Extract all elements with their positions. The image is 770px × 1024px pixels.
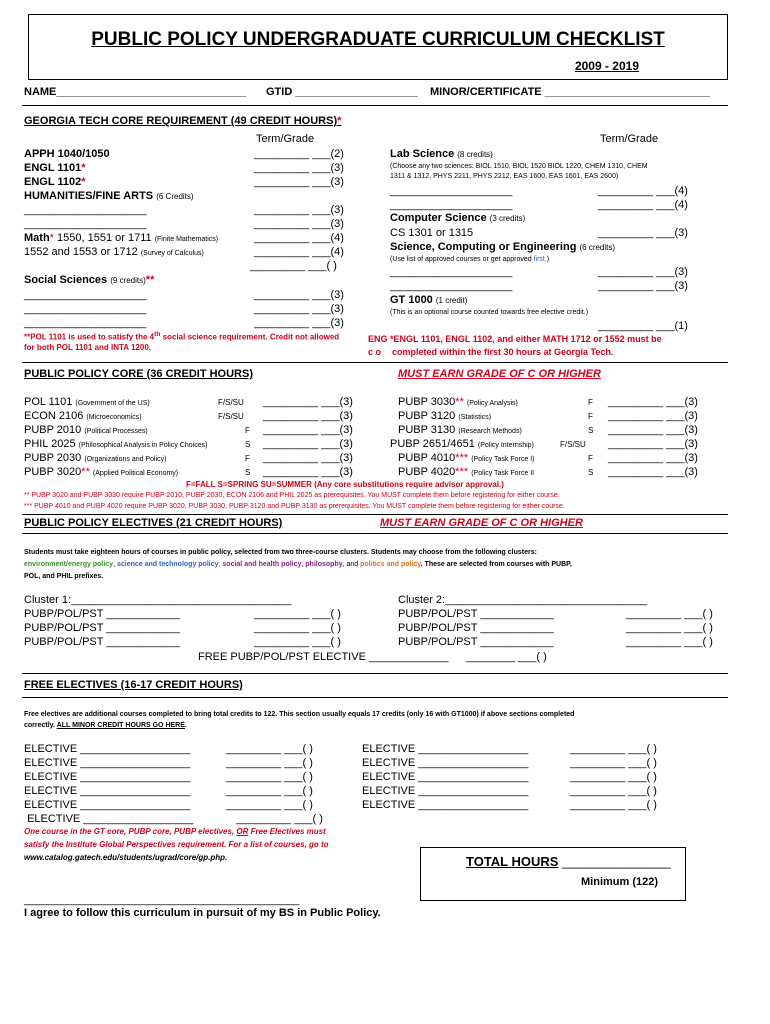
elective-left[interactable]: ELECTIVE __________________ <box>24 757 191 769</box>
soc-grade-1[interactable]: _________ ___(3) <box>254 289 344 301</box>
cluster-2-course[interactable]: PUBP/POL/PST ____________ <box>398 622 554 634</box>
divider <box>22 105 728 106</box>
elective-grade-right[interactable]: _________ ___( ) <box>570 743 657 755</box>
electives-desc-2: environment/energy policy, science and technology policy, social and health policy, philosophy, and politics and policy. These are selected from courses with PUBP, <box>24 561 572 568</box>
core-grade-right[interactable]: _________ ___(3) <box>608 410 698 422</box>
core-offered-right: F <box>588 412 593 421</box>
social-label: Social Sciences (9 credits)** <box>24 274 155 286</box>
elective-right[interactable]: ELECTIVE __________________ <box>362 743 529 755</box>
signature-text: I agree to follow this curriculum in pursuit of my BS in Public Policy. <box>24 907 381 919</box>
core-course-right: PUBP 2651/4651 (Policy Internship) <box>390 438 534 450</box>
core-grade-left[interactable]: _________ ___(3) <box>263 410 353 422</box>
core-offered-right: F <box>588 398 593 407</box>
free-pubp-grade[interactable]: ________ ___( ) <box>466 651 547 663</box>
engl1101-grade[interactable]: _________ ___(3) <box>254 162 344 174</box>
core-course-right: PUBP 3130 (Research Methods) <box>398 424 522 436</box>
elective-grade-left[interactable]: _________ ___( ) <box>226 799 313 811</box>
elective-left-6[interactable]: ELECTIVE __________________ <box>27 813 194 825</box>
hum-grade-2[interactable]: _________ ___(3) <box>254 218 344 230</box>
engl-overlap-2: c o <box>368 347 382 357</box>
first-link[interactable]: first <box>533 256 545 263</box>
pol-note: **POL 1101 is used to satisfy the 4th social science requirement. Credit not allowed <box>24 331 340 342</box>
divider <box>22 697 728 698</box>
core-grade-right[interactable]: _________ ___(3) <box>608 396 698 408</box>
core-grade-left[interactable]: _________ ___(3) <box>263 396 353 408</box>
cluster-2-field[interactable]: Cluster 2:_________________________________ <box>398 594 647 606</box>
cs-courses: CS 1301 or 1315 <box>390 227 474 239</box>
elective-grade-left[interactable]: _________ ___( ) <box>226 757 313 769</box>
cluster-1-course[interactable]: PUBP/POL/PST ____________ <box>24 608 180 620</box>
cs-label: Computer Science (3 credits) <box>390 212 526 224</box>
math-grade[interactable]: _________ ___(4) <box>254 232 344 244</box>
cluster-2-grade[interactable]: _________ ___( ) <box>626 622 713 634</box>
elective-grade-right[interactable]: _________ ___( ) <box>570 799 657 811</box>
soc-blank-3[interactable]: ____________________ <box>24 317 147 329</box>
elective-left[interactable]: ELECTIVE __________________ <box>24 799 191 811</box>
engl-overlap: ENG <box>368 334 388 344</box>
elective-grade-right[interactable]: _________ ___( ) <box>570 771 657 783</box>
minimum-hours: Minimum (122) <box>581 876 659 888</box>
core-course-left: PUBP 2010 (Political Processes) <box>24 424 148 436</box>
elective-left[interactable]: ELECTIVE __________________ <box>24 771 191 783</box>
lab-grade-2[interactable]: _________ ___(4) <box>598 199 688 211</box>
cluster-2-course[interactable]: PUBP/POL/PST ____________ <box>398 608 554 620</box>
sce-label: Science, Computing or Engineering (6 credits) <box>390 241 616 253</box>
engl-note-2: completed within the first 30 hours at Georgia Tech. <box>392 347 614 357</box>
elective-grade-left[interactable]: _________ ___( ) <box>226 743 313 755</box>
core-course-left: PUBP 2030 (Organizations and Policy) <box>24 452 167 464</box>
cluster-1-grade[interactable]: _________ ___( ) <box>254 636 341 648</box>
core-course-left: POL 1101 (Government of the US) <box>24 396 150 408</box>
core-offered-right: S <box>588 468 594 477</box>
cluster-1-field[interactable]: Cluster 1:____________________________________ <box>24 594 292 606</box>
core-grade-left[interactable]: _________ ___(3) <box>263 466 353 478</box>
core-grade-right[interactable]: _________ ___(3) <box>608 424 698 436</box>
apph-grade[interactable]: _________ ___(2) <box>254 148 344 160</box>
page-title: PUBLIC POLICY UNDERGRADUATE CURRICULUM CHECKLIST <box>91 29 665 50</box>
soc-grade-3[interactable]: _________ ___(3) <box>254 317 344 329</box>
hum-blank-1[interactable]: ____________________ <box>24 204 147 216</box>
divider <box>22 533 728 534</box>
sce-grade-2[interactable]: _________ ___(3) <box>598 280 688 292</box>
gt1000-label: GT 1000 (1 credit) <box>390 294 468 306</box>
minor-field[interactable]: MINOR/CERTIFICATE ___________________________ <box>430 86 710 98</box>
core-course-right: PUBP 3120 (Statistics) <box>398 410 492 422</box>
core-grade-right[interactable]: _________ ___(3) <box>608 438 698 450</box>
cluster-1-course[interactable]: PUBP/POL/PST ____________ <box>24 636 180 648</box>
core-grade-left[interactable]: _________ ___(3) <box>263 438 353 450</box>
electives-desc-3: POL, and PHIL prefixes. <box>24 573 104 580</box>
gt1000-grade[interactable]: _________ ___(1) <box>598 320 688 332</box>
core-offered-right: F/S/SU <box>560 440 586 449</box>
math-course: Math* 1550, 1551 or 1711 (Finite Mathematics) <box>24 232 219 244</box>
elective-grade-left[interactable]: _________ ___( ) <box>226 785 313 797</box>
lab-blank-2[interactable]: ____________________ <box>390 199 513 211</box>
total-hours-label: TOTAL HOURS _______________ <box>466 854 671 869</box>
gt1000-note: (This is an optional course counted towards free elective credit.) <box>390 309 589 316</box>
lab-note-1: (Choose any two sciences: BIOL 1510, BIOL 1520 BIOL 1220, CHEM 1310, CHEM <box>390 163 648 170</box>
cs-grade[interactable]: _________ ___(3) <box>598 227 688 239</box>
engl1101-course: ENGL 1101* <box>24 162 86 174</box>
cluster-1-grade[interactable]: _________ ___( ) <box>254 608 341 620</box>
soc-grade-2[interactable]: _________ ___(3) <box>254 303 344 315</box>
core-offered-left: S <box>245 468 251 477</box>
lab-science-label: Lab Science (8 credits) <box>390 148 493 160</box>
title-box <box>28 14 728 80</box>
pp-core-heading: PUBLIC POLICY CORE (36 CREDIT HOURS) <box>24 368 253 380</box>
core-offered-left: F/S/SU <box>218 412 244 421</box>
term-grade-right: Term/Grade <box>600 133 659 145</box>
hum-grade-1[interactable]: _________ ___(3) <box>254 204 344 216</box>
pol-note-2: for both POL 1101 and INTA 1200. <box>24 343 151 352</box>
apph-course: APPH 1040/1050 <box>24 148 110 160</box>
soc-blank-2[interactable]: ____________________ <box>24 303 147 315</box>
lab-blank-1[interactable]: ____________________ <box>390 185 513 197</box>
elective-right[interactable]: ELECTIVE __________________ <box>362 799 529 811</box>
core-offered-right: S <box>588 426 594 435</box>
core-offered-left: F/S/SU <box>218 398 244 407</box>
elective-right[interactable]: ELECTIVE __________________ <box>362 757 529 769</box>
core-heading: GEORGIA TECH CORE REQUIREMENT (49 CREDIT HOURS)* <box>24 115 342 127</box>
divider <box>22 514 728 515</box>
core-course-right: PUBP 4020*** (Policy Task Force II <box>398 466 535 478</box>
elective-left[interactable]: ELECTIVE __________________ <box>24 743 191 755</box>
cluster-2-grade[interactable]: _________ ___( ) <box>626 636 713 648</box>
elective-grade-left-6[interactable]: _________ ___( ) <box>236 813 323 825</box>
prereq-note-1: ** PUBP 3020 and PUBP 3030 require PUBP 2010, PUBP 2030, ECON 2106 and PHIL 2025 as prerequisites. You MUST complete them before registering for either course. <box>24 492 560 499</box>
core-offered-left: S <box>245 440 251 449</box>
core-grade-right[interactable]: _________ ___(3) <box>608 452 698 464</box>
cluster-2-grade[interactable]: _________ ___( ) <box>626 608 713 620</box>
calc-course: 1552 and 1553 or 1712 (Survey of Calculus) <box>24 246 204 258</box>
engl-note-1: *ENGL 1101, ENGL 1102, and either MATH 1712 or 1552 must be <box>390 334 662 344</box>
electives-must-earn: MUST EARN GRADE OF C OR HIGHER <box>380 517 583 529</box>
name-field[interactable]: NAME_______________________________ <box>24 86 247 98</box>
core-course-left: PUBP 3020** (Applied Political Economy) <box>24 466 179 478</box>
elective-right[interactable]: ELECTIVE __________________ <box>362 771 529 783</box>
total-hours-box <box>420 847 686 901</box>
core-offered-left: F <box>245 454 250 463</box>
free-pubp-elective[interactable]: FREE PUBP/POL/PST ELECTIVE _____________ <box>198 651 449 663</box>
cluster-1-grade[interactable]: _________ ___( ) <box>254 622 341 634</box>
term-grade-left: Term/Grade <box>256 133 315 145</box>
soc-blank-1[interactable]: ____________________ <box>24 289 147 301</box>
signature-line[interactable]: _____________________________________________ <box>24 894 300 906</box>
elective-left[interactable]: ELECTIVE __________________ <box>24 785 191 797</box>
elective-right[interactable]: ELECTIVE __________________ <box>362 785 529 797</box>
core-offered-left: F <box>245 426 250 435</box>
sce-blank-1[interactable]: ____________________ <box>390 266 513 278</box>
electives-desc-1: Students must take eighteen hours of courses in public policy, selected from two three-course clusters. Students may choose from the following clusters: <box>24 549 537 556</box>
free-desc-2: correctly. ALL MINOR CREDIT HOURS GO HERE. <box>24 722 187 729</box>
elective-grade-right[interactable]: _________ ___( ) <box>570 757 657 769</box>
pp-core-must-earn: MUST EARN GRADE OF C OR HIGHER <box>398 368 601 380</box>
core-grade-right[interactable]: _________ ___(3) <box>608 466 698 478</box>
divider <box>22 362 728 363</box>
term-legend: F=FALL S=SPRING SU=SUMMER (Any core substitutions require advisor approval.) <box>186 480 504 489</box>
electives-heading: PUBLIC POLICY ELECTIVES (21 CREDIT HOURS) <box>24 517 283 529</box>
calc-grade[interactable]: _________ ___(4) <box>254 246 344 258</box>
prereq-note-2: *** PUBP 4010 and PUBP 4020 require PUBP 3020, PUBP 3030, PUBP 3120 and PUBP 3130 as prerequisites. You MUST complete them before registering for either course. <box>24 503 565 510</box>
sce-note: (Use list of approved courses or get approved first.) <box>390 256 550 263</box>
elective-grade-right[interactable]: _________ ___( ) <box>570 785 657 797</box>
lab-grade-1[interactable]: _________ ___(4) <box>598 185 688 197</box>
core-course-right: PUBP 4010*** (Policy Task Force I) <box>398 452 535 464</box>
gp-note-2: satisfy the Institute Global Perspectives requirement. For a list of courses, go to <box>24 840 329 849</box>
core-course-right: PUBP 3030** (Policy Analysis) <box>398 396 518 408</box>
core-course-left: PHIL 2025 (Philosophical Analysis in Policy Choices) <box>24 438 208 450</box>
sce-grade-1[interactable]: _________ ___(3) <box>598 266 688 278</box>
gp-link[interactable]: www.catalog.gatech.edu/students/ugrad/core/gp.php. <box>24 853 228 862</box>
core-grade-left[interactable]: _________ ___(3) <box>263 452 353 464</box>
core-course-left: ECON 2106 (Microeconomics) <box>24 410 142 422</box>
core-offered-right: F <box>588 454 593 463</box>
cluster-2-course[interactable]: PUBP/POL/PST ____________ <box>398 636 554 648</box>
hum-blank-2[interactable]: ____________________ <box>24 218 147 230</box>
engl1102-grade[interactable]: _________ ___(3) <box>254 176 344 188</box>
lab-note-2: 1311 & 1312, PHYS 2211, PHYS 2212, EAS 1600, EAS 1601, EAS 2600) <box>390 173 619 180</box>
humanities-label: HUMANITIES/FINE ARTS (6 Credits) <box>24 190 194 202</box>
cluster-1-course[interactable]: PUBP/POL/PST ____________ <box>24 622 180 634</box>
engl1102-course: ENGL 1102* <box>24 176 86 188</box>
gtid-field[interactable]: GTID ____________________ <box>266 86 418 98</box>
extra-grade[interactable]: _________ ___( ) <box>250 260 337 272</box>
divider <box>22 673 728 674</box>
years-range: 2009 - 2019 <box>574 59 639 73</box>
gp-note-1: One course in the GT core, PUBP core, PUBP electives, OR Free Electives must <box>24 827 326 836</box>
core-grade-left[interactable]: _________ ___(3) <box>263 424 353 436</box>
free-desc-1: Free electives are additional courses completed to bring total credits to 122. This section usually equals 17 credits (only 16 with GT1000) if above sections completed <box>24 711 575 718</box>
free-heading: FREE ELECTIVES (16-17 CREDIT HOURS) <box>24 679 243 691</box>
elective-grade-left[interactable]: _________ ___( ) <box>226 771 313 783</box>
sce-blank-2[interactable]: ____________________ <box>390 280 513 292</box>
